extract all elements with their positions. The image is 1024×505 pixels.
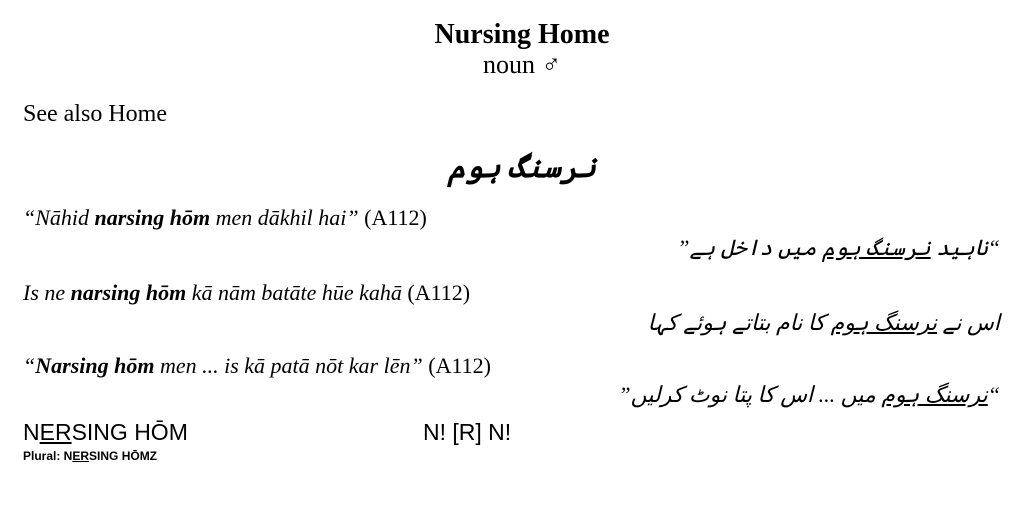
- pronunciation-code: N! [R] N!: [423, 419, 512, 445]
- part-of-speech: noun ♂: [483, 50, 561, 79]
- entry-title: Nursing Home: [434, 19, 610, 50]
- pronunciation-respelling: NERSING HŌM: [23, 419, 188, 445]
- example-transliteration: “Nāhid narsing hōm men dākhil hai” (A112): [23, 205, 427, 230]
- see-also-text: See also Home: [23, 101, 167, 127]
- example-transliteration: Is ne narsing hōm kā nām batāte hūe kahā (A112): [23, 280, 471, 305]
- urdu-headword: نرسنگ ہوم: [447, 151, 597, 184]
- example-urdu: “ناہید نرسنگ ہوم میں داخل ہے”: [677, 235, 1000, 260]
- plural-form: Plural: NERSING HŌMZ: [23, 449, 158, 463]
- example-urdu: “نرسنگ ہوم میں ... اس کا پتا نوٹ کرلیں”: [618, 382, 1000, 407]
- example-urdu: اس نے نرسنگ ہوم کا نام بتاتے ہوئے کہا: [647, 310, 1000, 335]
- example-transliteration: “Narsing hōm men ... is kā patā nōt kar lēn” (A112): [23, 353, 491, 378]
